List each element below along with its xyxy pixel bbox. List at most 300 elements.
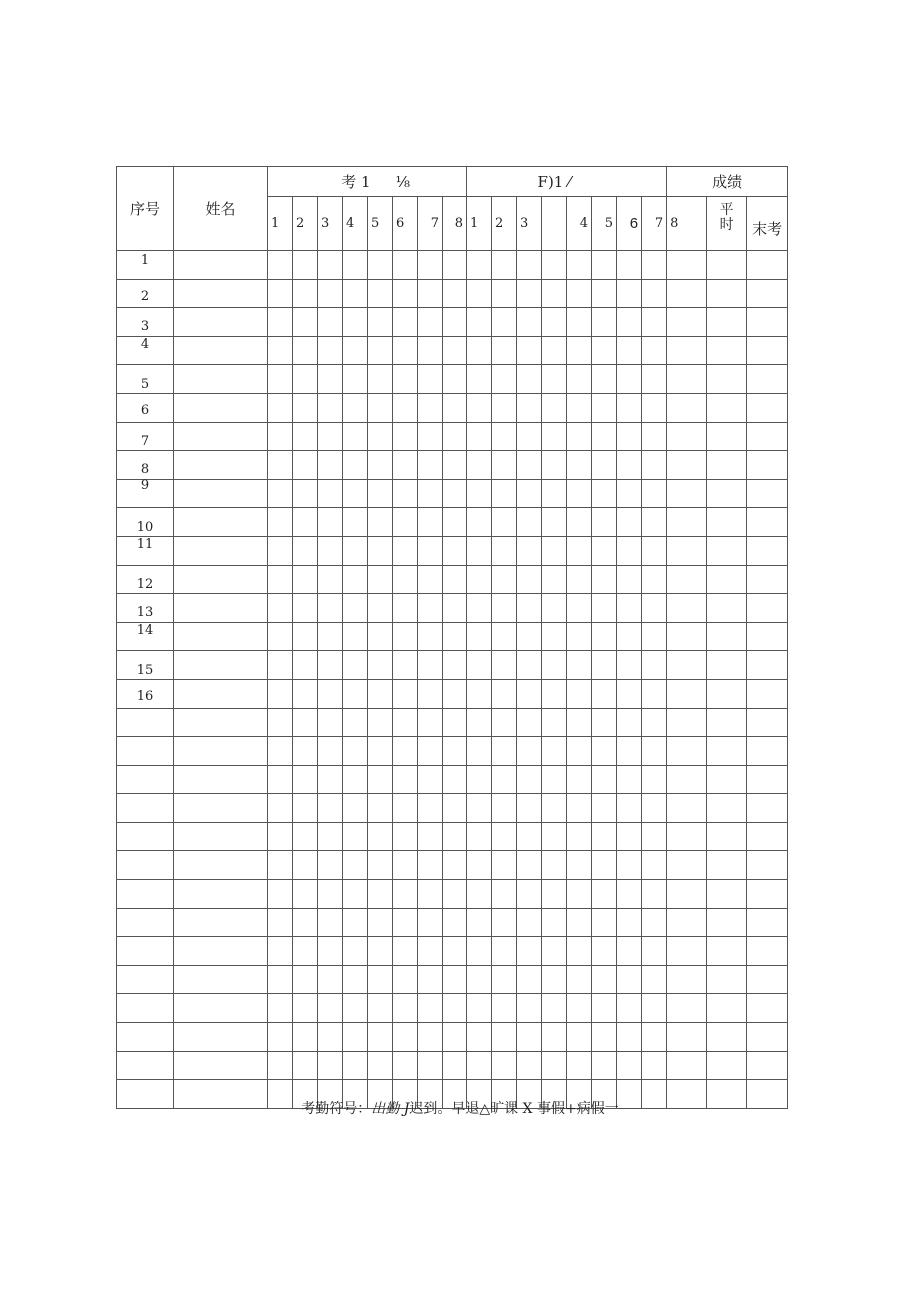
attendance-cell[interactable] <box>393 765 418 794</box>
attendance-cell[interactable] <box>293 565 318 594</box>
attendance-cell[interactable] <box>642 851 667 880</box>
attendance-cell[interactable] <box>393 451 418 480</box>
final-exam-cell[interactable] <box>707 251 747 280</box>
attendance-cell[interactable] <box>642 994 667 1023</box>
attendance-cell[interactable] <box>517 536 542 565</box>
attendance-cell[interactable] <box>592 937 617 966</box>
final-exam-cell[interactable] <box>707 479 747 508</box>
attendance-cell[interactable] <box>492 393 517 422</box>
attendance-cell[interactable] <box>443 651 467 680</box>
final-exam-cell[interactable] <box>707 994 747 1023</box>
usual-score-cell[interactable] <box>667 594 707 623</box>
attendance-cell[interactable] <box>542 765 567 794</box>
total-score-cell[interactable] <box>747 622 788 651</box>
attendance-cell[interactable] <box>642 794 667 823</box>
attendance-cell[interactable] <box>293 994 318 1023</box>
total-score-cell[interactable] <box>747 1023 788 1052</box>
attendance-cell[interactable] <box>293 279 318 308</box>
attendance-cell[interactable] <box>318 965 343 994</box>
attendance-cell[interactable] <box>617 508 642 537</box>
attendance-cell[interactable] <box>418 422 443 451</box>
attendance-cell[interactable] <box>467 479 492 508</box>
attendance-cell[interactable] <box>443 451 467 480</box>
student-name-cell[interactable] <box>174 880 268 909</box>
attendance-cell[interactable] <box>443 365 467 394</box>
attendance-cell[interactable] <box>293 508 318 537</box>
attendance-cell[interactable] <box>393 908 418 937</box>
attendance-cell[interactable] <box>268 737 293 766</box>
total-score-cell[interactable] <box>747 565 788 594</box>
final-exam-cell[interactable] <box>707 565 747 594</box>
attendance-cell[interactable] <box>393 1023 418 1052</box>
attendance-cell[interactable] <box>418 965 443 994</box>
attendance-cell[interactable] <box>368 622 393 651</box>
attendance-cell[interactable] <box>268 308 293 337</box>
attendance-cell[interactable] <box>368 451 393 480</box>
student-name-cell[interactable] <box>174 251 268 280</box>
attendance-cell[interactable] <box>318 708 343 737</box>
attendance-cell[interactable] <box>293 880 318 909</box>
attendance-cell[interactable] <box>567 965 592 994</box>
attendance-cell[interactable] <box>642 651 667 680</box>
attendance-cell[interactable] <box>517 1023 542 1052</box>
total-score-cell[interactable] <box>747 679 788 708</box>
attendance-cell[interactable] <box>567 851 592 880</box>
total-score-cell[interactable] <box>747 765 788 794</box>
attendance-cell[interactable] <box>418 1023 443 1052</box>
attendance-cell[interactable] <box>567 336 592 365</box>
attendance-cell[interactable] <box>268 594 293 623</box>
usual-score-cell[interactable] <box>667 679 707 708</box>
usual-score-cell[interactable] <box>667 851 707 880</box>
attendance-cell[interactable] <box>642 737 667 766</box>
student-name-cell[interactable] <box>174 422 268 451</box>
attendance-cell[interactable] <box>517 279 542 308</box>
attendance-cell[interactable] <box>318 880 343 909</box>
attendance-cell[interactable] <box>592 508 617 537</box>
attendance-cell[interactable] <box>318 794 343 823</box>
attendance-cell[interactable] <box>642 279 667 308</box>
attendance-cell[interactable] <box>492 880 517 909</box>
attendance-cell[interactable] <box>418 308 443 337</box>
attendance-cell[interactable] <box>393 1051 418 1080</box>
usual-score-cell[interactable] <box>667 336 707 365</box>
attendance-cell[interactable] <box>467 365 492 394</box>
attendance-cell[interactable] <box>592 479 617 508</box>
attendance-cell[interactable] <box>492 708 517 737</box>
attendance-cell[interactable] <box>542 422 567 451</box>
attendance-cell[interactable] <box>268 365 293 394</box>
attendance-cell[interactable] <box>642 565 667 594</box>
attendance-cell[interactable] <box>393 622 418 651</box>
final-exam-cell[interactable] <box>707 622 747 651</box>
attendance-cell[interactable] <box>343 765 368 794</box>
attendance-cell[interactable] <box>443 708 467 737</box>
attendance-cell[interactable] <box>393 679 418 708</box>
attendance-cell[interactable] <box>492 251 517 280</box>
attendance-cell[interactable] <box>617 393 642 422</box>
attendance-cell[interactable] <box>368 737 393 766</box>
attendance-cell[interactable] <box>467 451 492 480</box>
attendance-cell[interactable] <box>642 594 667 623</box>
attendance-cell[interactable] <box>393 308 418 337</box>
usual-score-cell[interactable] <box>667 908 707 937</box>
attendance-cell[interactable] <box>418 622 443 651</box>
attendance-cell[interactable] <box>443 1023 467 1052</box>
student-name-cell[interactable] <box>174 479 268 508</box>
attendance-cell[interactable] <box>418 880 443 909</box>
attendance-cell[interactable] <box>492 565 517 594</box>
attendance-cell[interactable] <box>443 308 467 337</box>
attendance-cell[interactable] <box>567 393 592 422</box>
attendance-cell[interactable] <box>343 279 368 308</box>
attendance-cell[interactable] <box>368 308 393 337</box>
attendance-cell[interactable] <box>517 451 542 480</box>
attendance-cell[interactable] <box>617 594 642 623</box>
attendance-cell[interactable] <box>567 679 592 708</box>
attendance-cell[interactable] <box>393 508 418 537</box>
attendance-cell[interactable] <box>492 279 517 308</box>
student-name-cell[interactable] <box>174 279 268 308</box>
total-score-cell[interactable] <box>747 880 788 909</box>
total-score-cell[interactable] <box>747 308 788 337</box>
attendance-cell[interactable] <box>567 1051 592 1080</box>
attendance-cell[interactable] <box>293 251 318 280</box>
attendance-cell[interactable] <box>268 679 293 708</box>
attendance-cell[interactable] <box>318 679 343 708</box>
student-name-cell[interactable] <box>174 737 268 766</box>
final-exam-cell[interactable] <box>707 708 747 737</box>
total-score-cell[interactable] <box>747 965 788 994</box>
student-name-cell[interactable] <box>174 994 268 1023</box>
attendance-cell[interactable] <box>617 765 642 794</box>
attendance-cell[interactable] <box>642 365 667 394</box>
attendance-cell[interactable] <box>268 822 293 851</box>
attendance-cell[interactable] <box>542 336 567 365</box>
attendance-cell[interactable] <box>567 565 592 594</box>
attendance-cell[interactable] <box>567 794 592 823</box>
usual-score-cell[interactable] <box>667 393 707 422</box>
student-name-cell[interactable] <box>174 508 268 537</box>
attendance-cell[interactable] <box>467 622 492 651</box>
attendance-cell[interactable] <box>368 1023 393 1052</box>
attendance-cell[interactable] <box>517 994 542 1023</box>
attendance-cell[interactable] <box>592 1051 617 1080</box>
attendance-cell[interactable] <box>268 765 293 794</box>
attendance-cell[interactable] <box>443 851 467 880</box>
total-score-cell[interactable] <box>747 393 788 422</box>
attendance-cell[interactable] <box>492 851 517 880</box>
usual-score-cell[interactable] <box>667 965 707 994</box>
attendance-cell[interactable] <box>393 365 418 394</box>
attendance-cell[interactable] <box>467 393 492 422</box>
attendance-cell[interactable] <box>443 594 467 623</box>
attendance-cell[interactable] <box>592 251 617 280</box>
total-score-cell[interactable] <box>747 536 788 565</box>
attendance-cell[interactable] <box>293 851 318 880</box>
attendance-cell[interactable] <box>443 822 467 851</box>
attendance-cell[interactable] <box>517 851 542 880</box>
total-score-cell[interactable] <box>747 651 788 680</box>
attendance-cell[interactable] <box>492 451 517 480</box>
attendance-cell[interactable] <box>617 651 642 680</box>
final-exam-cell[interactable] <box>707 679 747 708</box>
final-exam-cell[interactable] <box>707 422 747 451</box>
attendance-cell[interactable] <box>617 308 642 337</box>
attendance-cell[interactable] <box>368 365 393 394</box>
attendance-cell[interactable] <box>617 365 642 394</box>
attendance-cell[interactable] <box>617 908 642 937</box>
attendance-cell[interactable] <box>268 708 293 737</box>
attendance-cell[interactable] <box>642 308 667 337</box>
student-name-cell[interactable] <box>174 651 268 680</box>
attendance-cell[interactable] <box>492 765 517 794</box>
attendance-cell[interactable] <box>592 880 617 909</box>
attendance-cell[interactable] <box>467 594 492 623</box>
attendance-cell[interactable] <box>268 622 293 651</box>
attendance-cell[interactable] <box>418 679 443 708</box>
total-score-cell[interactable] <box>747 908 788 937</box>
attendance-cell[interactable] <box>393 479 418 508</box>
attendance-cell[interactable] <box>542 308 567 337</box>
attendance-cell[interactable] <box>467 765 492 794</box>
attendance-cell[interactable] <box>617 422 642 451</box>
attendance-cell[interactable] <box>517 308 542 337</box>
attendance-cell[interactable] <box>492 794 517 823</box>
attendance-cell[interactable] <box>642 336 667 365</box>
attendance-cell[interactable] <box>343 451 368 480</box>
attendance-cell[interactable] <box>368 479 393 508</box>
attendance-cell[interactable] <box>268 536 293 565</box>
attendance-cell[interactable] <box>393 251 418 280</box>
attendance-cell[interactable] <box>517 937 542 966</box>
attendance-cell[interactable] <box>642 708 667 737</box>
attendance-cell[interactable] <box>343 393 368 422</box>
usual-score-cell[interactable] <box>667 565 707 594</box>
attendance-cell[interactable] <box>467 1023 492 1052</box>
attendance-cell[interactable] <box>343 308 368 337</box>
attendance-cell[interactable] <box>592 336 617 365</box>
final-exam-cell[interactable] <box>707 937 747 966</box>
attendance-cell[interactable] <box>517 880 542 909</box>
attendance-cell[interactable] <box>492 965 517 994</box>
attendance-cell[interactable] <box>542 565 567 594</box>
attendance-cell[interactable] <box>567 737 592 766</box>
attendance-cell[interactable] <box>343 1051 368 1080</box>
attendance-cell[interactable] <box>492 336 517 365</box>
student-name-cell[interactable] <box>174 565 268 594</box>
attendance-cell[interactable] <box>268 994 293 1023</box>
attendance-cell[interactable] <box>642 536 667 565</box>
attendance-cell[interactable] <box>467 251 492 280</box>
attendance-cell[interactable] <box>642 822 667 851</box>
attendance-cell[interactable] <box>318 536 343 565</box>
attendance-cell[interactable] <box>418 651 443 680</box>
attendance-cell[interactable] <box>517 251 542 280</box>
attendance-cell[interactable] <box>268 851 293 880</box>
usual-score-cell[interactable] <box>667 708 707 737</box>
attendance-cell[interactable] <box>393 965 418 994</box>
attendance-cell[interactable] <box>343 794 368 823</box>
attendance-cell[interactable] <box>268 279 293 308</box>
attendance-cell[interactable] <box>517 594 542 623</box>
usual-score-cell[interactable] <box>667 279 707 308</box>
attendance-cell[interactable] <box>368 851 393 880</box>
attendance-cell[interactable] <box>393 851 418 880</box>
attendance-cell[interactable] <box>443 994 467 1023</box>
attendance-cell[interactable] <box>343 422 368 451</box>
total-score-cell[interactable] <box>747 279 788 308</box>
attendance-cell[interactable] <box>517 508 542 537</box>
attendance-cell[interactable] <box>517 737 542 766</box>
usual-score-cell[interactable] <box>667 479 707 508</box>
attendance-cell[interactable] <box>318 451 343 480</box>
attendance-cell[interactable] <box>418 994 443 1023</box>
attendance-cell[interactable] <box>293 679 318 708</box>
attendance-cell[interactable] <box>393 651 418 680</box>
attendance-cell[interactable] <box>418 393 443 422</box>
attendance-cell[interactable] <box>592 965 617 994</box>
attendance-cell[interactable] <box>318 308 343 337</box>
attendance-cell[interactable] <box>642 393 667 422</box>
attendance-cell[interactable] <box>617 965 642 994</box>
attendance-cell[interactable] <box>443 565 467 594</box>
attendance-cell[interactable] <box>368 594 393 623</box>
attendance-cell[interactable] <box>318 279 343 308</box>
attendance-cell[interactable] <box>567 279 592 308</box>
student-name-cell[interactable] <box>174 908 268 937</box>
attendance-cell[interactable] <box>343 565 368 594</box>
final-exam-cell[interactable] <box>707 794 747 823</box>
attendance-cell[interactable] <box>567 308 592 337</box>
attendance-cell[interactable] <box>592 308 617 337</box>
attendance-cell[interactable] <box>592 679 617 708</box>
attendance-cell[interactable] <box>393 880 418 909</box>
total-score-cell[interactable] <box>747 422 788 451</box>
attendance-cell[interactable] <box>393 994 418 1023</box>
total-score-cell[interactable] <box>747 851 788 880</box>
attendance-cell[interactable] <box>393 393 418 422</box>
attendance-cell[interactable] <box>642 251 667 280</box>
final-exam-cell[interactable] <box>707 365 747 394</box>
attendance-cell[interactable] <box>418 737 443 766</box>
usual-score-cell[interactable] <box>667 994 707 1023</box>
attendance-cell[interactable] <box>467 708 492 737</box>
attendance-cell[interactable] <box>318 565 343 594</box>
usual-score-cell[interactable] <box>667 251 707 280</box>
total-score-cell[interactable] <box>747 479 788 508</box>
attendance-cell[interactable] <box>567 908 592 937</box>
attendance-cell[interactable] <box>642 1023 667 1052</box>
attendance-cell[interactable] <box>318 336 343 365</box>
attendance-cell[interactable] <box>418 794 443 823</box>
attendance-cell[interactable] <box>642 679 667 708</box>
student-name-cell[interactable] <box>174 1051 268 1080</box>
attendance-cell[interactable] <box>517 708 542 737</box>
attendance-cell[interactable] <box>368 1051 393 1080</box>
usual-score-cell[interactable] <box>667 422 707 451</box>
attendance-cell[interactable] <box>343 508 368 537</box>
attendance-cell[interactable] <box>293 393 318 422</box>
attendance-cell[interactable] <box>467 679 492 708</box>
attendance-cell[interactable] <box>617 994 642 1023</box>
total-score-cell[interactable] <box>747 1051 788 1080</box>
usual-score-cell[interactable] <box>667 308 707 337</box>
attendance-cell[interactable] <box>542 251 567 280</box>
student-name-cell[interactable] <box>174 794 268 823</box>
attendance-cell[interactable] <box>492 994 517 1023</box>
attendance-cell[interactable] <box>542 679 567 708</box>
attendance-cell[interactable] <box>418 251 443 280</box>
attendance-cell[interactable] <box>443 965 467 994</box>
attendance-cell[interactable] <box>368 565 393 594</box>
attendance-cell[interactable] <box>542 851 567 880</box>
attendance-cell[interactable] <box>368 880 393 909</box>
attendance-cell[interactable] <box>443 422 467 451</box>
attendance-cell[interactable] <box>517 908 542 937</box>
attendance-cell[interactable] <box>318 765 343 794</box>
attendance-cell[interactable] <box>393 422 418 451</box>
attendance-cell[interactable] <box>542 479 567 508</box>
attendance-cell[interactable] <box>567 422 592 451</box>
attendance-cell[interactable] <box>368 908 393 937</box>
attendance-cell[interactable] <box>268 422 293 451</box>
attendance-cell[interactable] <box>293 794 318 823</box>
attendance-cell[interactable] <box>368 536 393 565</box>
total-score-cell[interactable] <box>747 251 788 280</box>
attendance-cell[interactable] <box>343 994 368 1023</box>
attendance-cell[interactable] <box>567 1023 592 1052</box>
attendance-cell[interactable] <box>343 937 368 966</box>
attendance-cell[interactable] <box>517 565 542 594</box>
attendance-cell[interactable] <box>542 536 567 565</box>
attendance-cell[interactable] <box>443 880 467 909</box>
attendance-cell[interactable] <box>368 965 393 994</box>
usual-score-cell[interactable] <box>667 622 707 651</box>
attendance-cell[interactable] <box>293 594 318 623</box>
attendance-cell[interactable] <box>418 937 443 966</box>
attendance-cell[interactable] <box>293 708 318 737</box>
attendance-cell[interactable] <box>318 594 343 623</box>
attendance-cell[interactable] <box>567 994 592 1023</box>
attendance-cell[interactable] <box>293 651 318 680</box>
final-exam-cell[interactable] <box>707 508 747 537</box>
attendance-cell[interactable] <box>368 937 393 966</box>
attendance-cell[interactable] <box>268 565 293 594</box>
attendance-cell[interactable] <box>343 251 368 280</box>
attendance-cell[interactable] <box>617 679 642 708</box>
attendance-cell[interactable] <box>517 822 542 851</box>
attendance-cell[interactable] <box>418 708 443 737</box>
final-exam-cell[interactable] <box>707 393 747 422</box>
attendance-cell[interactable] <box>642 479 667 508</box>
attendance-cell[interactable] <box>617 1051 642 1080</box>
attendance-cell[interactable] <box>343 365 368 394</box>
attendance-cell[interactable] <box>592 908 617 937</box>
attendance-cell[interactable] <box>592 622 617 651</box>
total-score-cell[interactable] <box>747 737 788 766</box>
attendance-cell[interactable] <box>617 880 642 909</box>
attendance-cell[interactable] <box>542 1051 567 1080</box>
attendance-cell[interactable] <box>542 708 567 737</box>
attendance-cell[interactable] <box>617 479 642 508</box>
attendance-cell[interactable] <box>268 479 293 508</box>
attendance-cell[interactable] <box>467 737 492 766</box>
attendance-cell[interactable] <box>592 393 617 422</box>
attendance-cell[interactable] <box>418 508 443 537</box>
attendance-cell[interactable] <box>542 908 567 937</box>
attendance-cell[interactable] <box>443 937 467 966</box>
